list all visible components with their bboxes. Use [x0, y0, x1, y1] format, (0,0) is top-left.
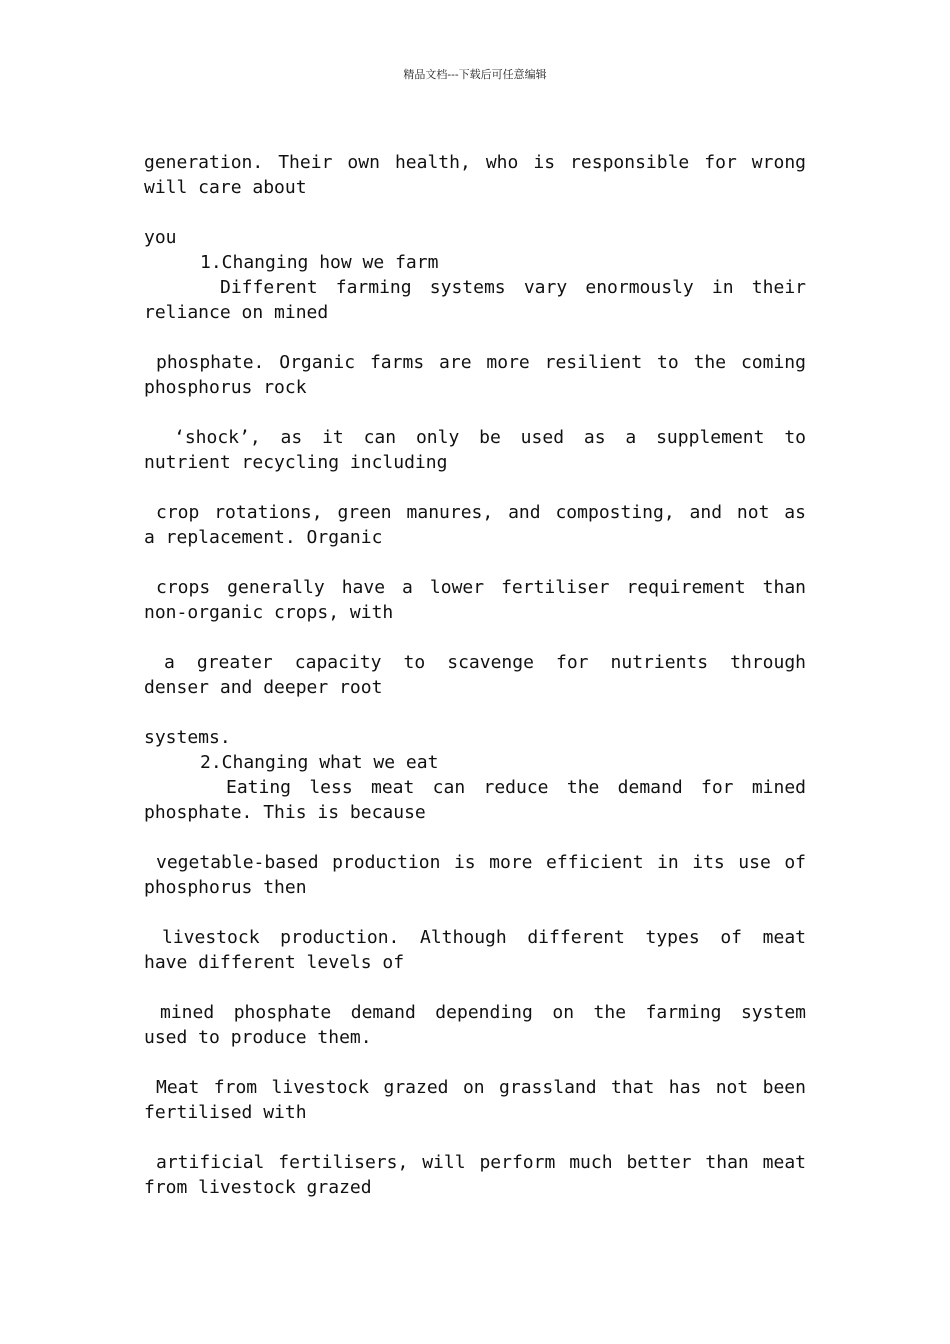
paragraph [144, 650, 806, 700]
text-line: phosphorus then [144, 877, 307, 898]
paragraph [144, 1150, 806, 1200]
text-line: denser and deeper root [144, 677, 383, 698]
paragraph [144, 1000, 806, 1050]
text-line: Eating less meat can reduce the demand for mined [226, 777, 806, 798]
paragraph [144, 425, 806, 475]
document-body [144, 150, 806, 1200]
text-line: have different levels of [144, 952, 405, 973]
text-line: phosphate. Organic farms are more resilient to the coming [156, 352, 806, 373]
text-line: you [144, 227, 177, 248]
text-line: artificial fertilisers, will perform much better than meat [156, 1152, 806, 1173]
paragraph [144, 725, 806, 750]
text-line: systems. [144, 727, 231, 748]
text-line: used to produce them. [144, 1027, 372, 1048]
text-line: Meat from livestock grazed on grassland that has not been [156, 1077, 806, 1098]
paragraph [144, 500, 806, 550]
section-heading-eat: 2.Changing what we eat [200, 752, 439, 773]
text-line: a replacement. Organic [144, 527, 383, 548]
text-line: phosphorus rock [144, 377, 307, 398]
text-line: vegetable-based production is more efficient in its use of [156, 852, 806, 873]
text-line: phosphate. This is because [144, 802, 426, 823]
paragraph [144, 225, 806, 250]
page-header: 精品文档---下载后可任意编辑 [403, 68, 547, 81]
text-line: non-organic crops, with [144, 602, 394, 623]
paragraph [144, 775, 806, 825]
paragraph [144, 575, 806, 625]
section-heading-farm: 1.Changing how we farm [200, 252, 439, 273]
text-line: crops generally have a lower fertiliser requirement than [156, 577, 806, 598]
text-line: nutrient recycling including [144, 452, 448, 473]
paragraph [144, 350, 806, 400]
paragraph [144, 150, 806, 200]
text-line: reliance on mined [144, 302, 329, 323]
paragraph [144, 275, 806, 325]
text-line: generation. Their own health, who is responsible for wrong [144, 152, 806, 173]
paragraph [144, 1075, 806, 1125]
text-line: crop rotations, green manures, and composting, and not as [156, 502, 806, 523]
text-line: ‘shock’, as it can only be used as a supplement to [174, 427, 806, 448]
text-line: Different farming systems vary enormously in their [220, 277, 806, 298]
text-line: from livestock grazed [144, 1177, 372, 1198]
paragraph [144, 925, 806, 975]
paragraph [144, 850, 806, 900]
text-line: will care about [144, 177, 307, 198]
text-line: a greater capacity to scavenge for nutrients through [164, 652, 806, 673]
text-line: mined phosphate demand depending on the farming system [160, 1002, 806, 1023]
text-line: livestock production. Although different types of meat [162, 927, 806, 948]
text-line: fertilised with [144, 1102, 307, 1123]
